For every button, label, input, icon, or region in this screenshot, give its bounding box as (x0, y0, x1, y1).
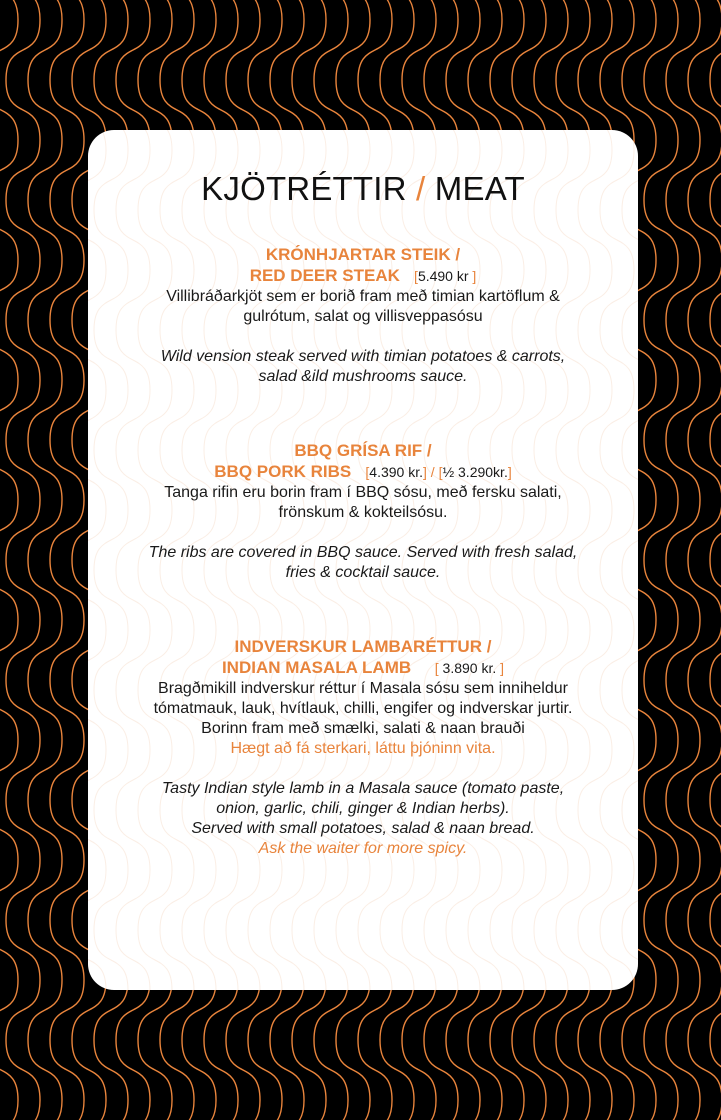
item-name-icelandic: INDVERSKUR LAMBARÉTTUR / (234, 637, 492, 656)
pattern-line (644, 0, 678, 1120)
price-separator: / (426, 464, 439, 480)
item-name-english-line (88, 657, 638, 679)
menu-item-red-deer-steak (88, 244, 638, 387)
desc-line: Served with small potatoes, salad & naan bread. (191, 820, 535, 837)
title-icelandic: KJÖTRÉTTIR (201, 170, 407, 207)
price-bracket-open: [ (438, 464, 443, 480)
desc-line: Bragðmikill indverskur réttur í Masala sósu sem inniheldur (158, 680, 568, 697)
desc-line: fries & cocktail sauce. (285, 564, 441, 581)
item-price (414, 268, 476, 284)
item-name-icelandic: BBQ GRÍSA RIF / (294, 441, 432, 460)
menu-item-indian-masala-lamb (88, 636, 638, 859)
price-bracket-close: ] (423, 464, 427, 480)
desc-line: Villibráðarkjöt sem er borið fram með timian kartöflum & (166, 288, 560, 305)
menu-card (88, 130, 638, 990)
item-name-icelandic: KRÓNHJARTAR STEIK / (265, 245, 461, 264)
spicy-note-english: Ask the waiter for more spicy. (258, 840, 468, 857)
desc-line: onion, garlic, chili, ginger & Indian herbs). (216, 800, 510, 817)
desc-line: Borinn fram með smælki, salati & naan brauði (201, 720, 525, 737)
title-slash: / (416, 170, 426, 207)
item-description-icelandic (88, 287, 638, 327)
item-price (365, 464, 511, 480)
pattern-line (50, 0, 84, 1120)
item-name-english: RED DEER STEAK (249, 266, 400, 285)
item-name-english-line (88, 461, 638, 483)
menu-item-bbq-pork-ribs (88, 440, 638, 583)
price-bracket-close: ] (500, 660, 505, 676)
spicy-note-icelandic: Hægt að fá sterkari, láttu þjóninn vita. (230, 740, 496, 757)
desc-line: Tasty Indian style lamb in a Masala sauce (tomato paste, (161, 780, 565, 797)
price-value: 5.490 kr (417, 268, 469, 284)
pattern-line (710, 0, 721, 1120)
item-name-english: INDIAN MASALA LAMB (221, 658, 412, 677)
item-description-icelandic (88, 483, 638, 523)
half-price-value: ½ 3.290kr. (442, 464, 508, 480)
desc-line: gulrótum, salat og villisveppasósu (243, 308, 483, 325)
item-price (435, 660, 504, 676)
title-english: MEAT (434, 170, 525, 207)
price-bracket-open: [ (434, 660, 439, 676)
page-title (88, 170, 638, 208)
price-value: 4.390 kr. (369, 464, 423, 480)
desc-line: Tanga rifin eru borin fram í BBQ sósu, með fersku salati, (164, 484, 562, 501)
price-bracket-open: [ (414, 268, 418, 284)
pattern-line (6, 0, 40, 1120)
price-bracket-open: [ (365, 464, 370, 480)
desc-line: tómatmauk, lauk, hvítlauk, chilli, engifer og indverskar jurtir. (153, 700, 573, 717)
pattern-line (666, 0, 700, 1120)
item-description-english (88, 543, 638, 583)
price-bracket-close: ] (472, 268, 477, 284)
item-description-english (88, 347, 638, 387)
item-description-english (88, 779, 638, 859)
item-description-icelandic (88, 679, 638, 759)
desc-line: frönskum & kokteilsósu. (278, 504, 448, 521)
item-name-english-line (88, 265, 638, 287)
desc-line: The ribs are covered in BBQ sauce. Served with fresh salad, (148, 544, 578, 561)
price-value: 3.890 kr. (438, 660, 501, 676)
desc-line: salad &ild mushrooms sauce. (258, 368, 468, 385)
desc-line: Wild vension steak served with timian potatoes & carrots, (160, 348, 566, 365)
pattern-line (0, 0, 18, 1120)
price-bracket-close: ] (507, 464, 512, 480)
item-name-english: BBQ PORK RIBS (214, 462, 352, 481)
pattern-line (28, 0, 62, 1120)
pattern-line (688, 0, 721, 1120)
